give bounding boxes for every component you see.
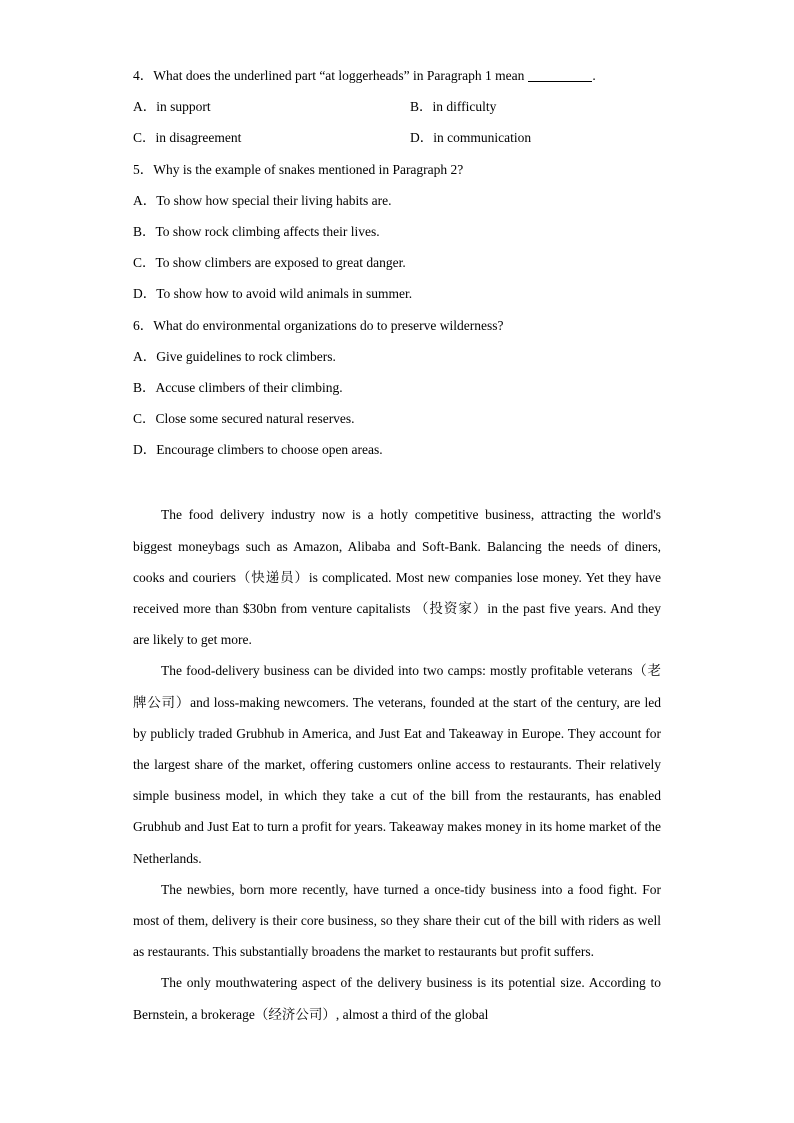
question-4-text: 4．What does the underlined part “at loggerheads” in Paragraph 1 mean bbox=[133, 68, 525, 83]
question-6-stem: 6．What do environmental organizations do to preserve wilderness? bbox=[133, 317, 504, 333]
option-a[interactable]: A．in support bbox=[133, 99, 211, 115]
passage-paragraph-3: The newbies, born more recently, have turned a once-tidy business into a food fight. For most of them, delivery is their core business, so they share their cut of the bill with riders as well as restaurants. This substantially broadens the market to restaurants but profit suffers. bbox=[133, 881, 661, 960]
question-4-options-row-1 bbox=[133, 93, 661, 124]
worksheet-page bbox=[133, 62, 661, 1030]
question-4-stem bbox=[133, 62, 661, 93]
option-d[interactable]: D．Encourage climbers to choose open areas. bbox=[133, 442, 383, 458]
option-a[interactable]: A．To show how special their living habits are. bbox=[133, 192, 392, 208]
option-b[interactable]: B．in difficulty bbox=[410, 99, 497, 115]
option-c[interactable]: C．in disagreement bbox=[133, 130, 242, 146]
option-b[interactable]: B．Accuse climbers of their climbing. bbox=[133, 379, 343, 395]
passage-paragraph-4: The only mouthwatering aspect of the delivery business is its potential size. According to Bernstein, a brokerage（经济公司）, almost a third of the global bbox=[133, 975, 661, 1022]
option-b[interactable]: B．To show rock climbing affects their lives. bbox=[133, 223, 380, 239]
option-d[interactable]: D．To show how to avoid wild animals in summer. bbox=[133, 286, 413, 302]
option-a[interactable]: A．Give guidelines to rock climbers. bbox=[133, 348, 336, 364]
question-4-period: . bbox=[592, 68, 596, 83]
option-d[interactable]: D．in communication bbox=[410, 130, 532, 146]
option-c[interactable]: C．Close some secured natural reserves. bbox=[133, 411, 355, 427]
passage-paragraph-2: The food-delivery business can be divided into two camps: mostly profitable veterans（老牌公司）and loss-making newcomers. The veterans, founded at the start of the century, are led by publicly traded Grubhub in America, and Just Eat and Takeaway in Europe. They account for the largest share of the market, offering customers online access to restaurants. Their relatively simple business model, in which they take a cut of the bill from the restaurants, has enabled Grubhub and Just Eat to turn a profit for years. Takeaway makes money in its home market of the Netherlands. bbox=[133, 663, 661, 866]
option-c[interactable]: C．To show climbers are exposed to great danger. bbox=[133, 255, 406, 271]
passage-paragraph-1: The food delivery industry now is a hotly competitive business, attracting the world's biggest moneybags such as Amazon, Alibaba and Soft-Bank. Balancing the needs of diners, cooks and couriers（快递员）is complicated. Most new companies lose money. Yet they have received more than $30bn from venture capitalists （投资家）in the past five years. And they are likely to get more. bbox=[133, 507, 661, 648]
section-gap bbox=[133, 467, 661, 499]
question-5-stem: 5．Why is the example of snakes mentioned in Paragraph 2? bbox=[133, 161, 464, 177]
question-4-options-row-2 bbox=[133, 124, 661, 155]
answer-blank bbox=[528, 67, 592, 82]
